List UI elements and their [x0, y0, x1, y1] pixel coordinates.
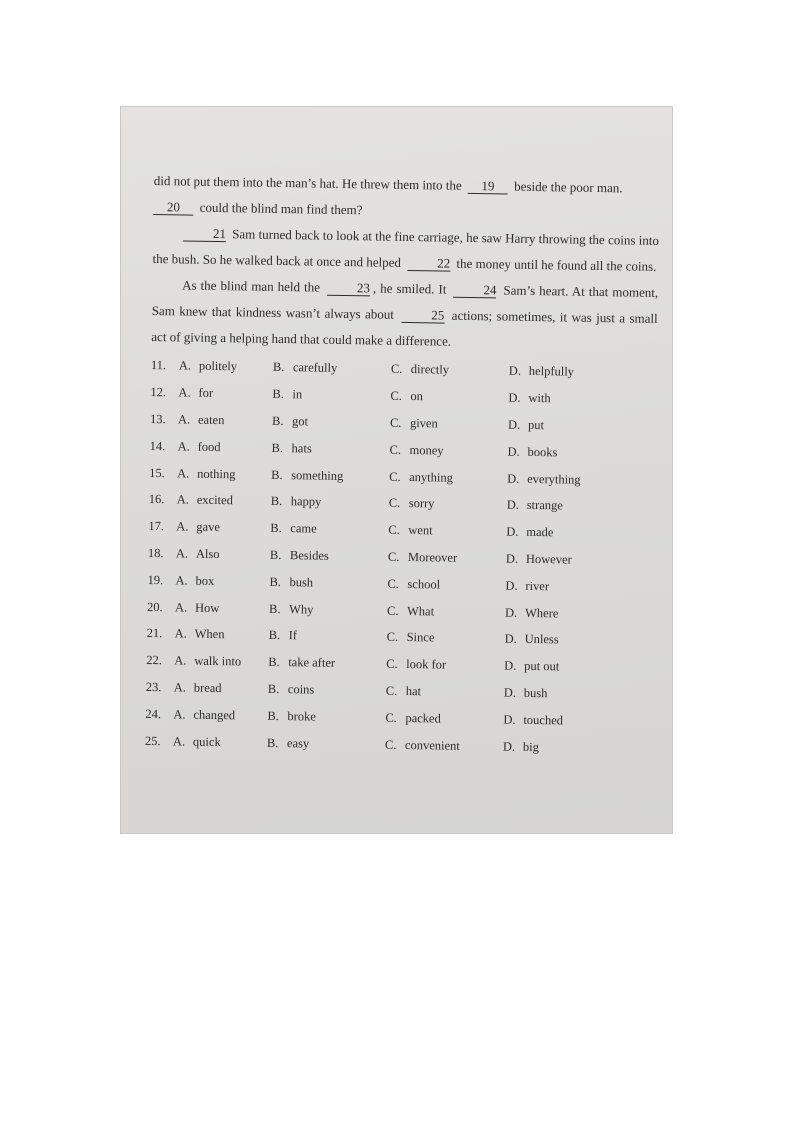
option-text: made: [526, 525, 554, 540]
option-text: bread: [193, 680, 222, 696]
option-a: [174, 621, 268, 648]
option-letter: B.: [269, 574, 282, 589]
answer-options: [145, 352, 657, 762]
option-d: [503, 733, 603, 761]
option-b: [267, 729, 385, 757]
question-number: 24.: [145, 706, 162, 721]
option-c: [390, 383, 508, 411]
option-letter: D.: [503, 712, 516, 727]
question-number: 18.: [147, 545, 164, 561]
photographed-page: [120, 106, 673, 834]
option-d: [504, 653, 604, 681]
option-letter: A.: [174, 599, 188, 615]
option-letter: C.: [389, 415, 402, 430]
option-a: [178, 380, 272, 407]
passage-text: Sam turned back to look at the fine carriage, he saw Harry throwing the coins into the bush. So he walked back at once and helped: [152, 226, 660, 270]
question-number: 11.: [150, 358, 167, 373]
passage-text: Sam’s heart. At that moment, Sam knew that kindness wasn’t always about: [151, 282, 659, 322]
option-c: [388, 544, 506, 572]
option-text: got: [291, 414, 309, 429]
option-letter: B.: [271, 440, 284, 455]
option-c: [391, 356, 509, 384]
option-b: [271, 435, 389, 463]
option-text: put out: [524, 659, 560, 674]
blank-21: 21: [183, 226, 226, 242]
option-letter: B.: [272, 387, 285, 402]
option-b: [268, 622, 386, 650]
option-text: went: [408, 523, 433, 538]
option-text: broke: [287, 708, 316, 724]
blank-25: 25: [401, 308, 444, 324]
passage-text: actions; sometimes, it was just a small act of giving a helping hand that could make a difference.: [151, 307, 658, 349]
option-d: [507, 492, 607, 520]
option-letter: C.: [385, 710, 397, 725]
option-letter: D.: [507, 444, 520, 459]
option-letter: B.: [271, 413, 284, 429]
question-number: 21.: [146, 626, 163, 641]
option-d: [507, 465, 607, 493]
option-text: However: [525, 551, 572, 567]
option-letter: B.: [267, 708, 279, 723]
option-text: convenient: [404, 737, 460, 753]
passage-text: , he smiled. It: [372, 280, 447, 297]
option-letter: C.: [386, 630, 399, 645]
option-letter: A.: [176, 492, 190, 507]
option-b: [271, 461, 389, 489]
option-text: anything: [409, 469, 454, 485]
option-a: [175, 567, 269, 594]
question-number: 16.: [148, 492, 165, 507]
option-text: packed: [405, 710, 441, 726]
option-letter: D.: [504, 631, 517, 647]
option-text: What: [406, 603, 435, 619]
blank-19: 19: [468, 179, 508, 195]
option-a: [177, 433, 271, 460]
option-letter: C.: [389, 469, 401, 484]
option-letter: C.: [390, 362, 403, 377]
option-text: came: [290, 521, 317, 536]
option-text: money: [409, 442, 444, 458]
option-text: in: [292, 387, 303, 402]
option-letter: A.: [173, 680, 187, 695]
option-text: happy: [290, 494, 322, 510]
option-c: [389, 463, 507, 491]
option-letter: D.: [503, 685, 517, 700]
option-text: hat: [405, 683, 422, 699]
option-letter: D.: [506, 497, 520, 513]
option-letter: C.: [388, 496, 401, 511]
option-b: [270, 542, 388, 570]
option-letter: B.: [266, 735, 279, 750]
option-a: [174, 674, 268, 701]
option-text: touched: [523, 712, 564, 728]
option-letter: A.: [178, 385, 191, 400]
option-c: [389, 490, 507, 518]
option-letter: C.: [386, 656, 398, 672]
option-text: easy: [286, 735, 310, 751]
option-b: [269, 569, 387, 597]
option-text: river: [525, 578, 550, 594]
option-text: bush: [523, 685, 548, 701]
question-number: 22.: [146, 653, 163, 668]
option-letter: B.: [270, 521, 282, 536]
option-b: [267, 703, 385, 731]
option-c: [386, 678, 504, 706]
option-text: bush: [289, 574, 314, 590]
option-text: for: [198, 385, 214, 401]
option-letter: B.: [270, 494, 283, 509]
option-letter: A.: [175, 546, 189, 561]
option-letter: A.: [173, 707, 186, 722]
blank-24: 24: [453, 283, 496, 299]
option-text: carefully: [292, 360, 338, 376]
option-d: [503, 706, 603, 734]
option-d: [504, 680, 604, 708]
option-text: walk into: [194, 653, 242, 669]
question-number: 12.: [150, 385, 167, 400]
option-text: hats: [291, 440, 312, 456]
option-text: helpfully: [528, 364, 575, 380]
question-number: 20.: [147, 599, 163, 614]
option-b: [268, 649, 386, 677]
option-d: [507, 438, 607, 466]
option-text: Unless: [524, 632, 559, 647]
option-text: strange: [526, 498, 563, 513]
option-c: [390, 410, 508, 438]
option-text: changed: [193, 707, 236, 723]
option-a: [174, 648, 268, 675]
passage-text: beside the poor man.: [514, 178, 623, 196]
option-letter: D.: [504, 658, 517, 673]
option-b: [270, 515, 388, 543]
option-text: Also: [195, 546, 220, 562]
option-letter: A.: [176, 519, 189, 534]
question-number: 25.: [144, 733, 161, 748]
option-a: [179, 353, 273, 380]
option-letter: C.: [386, 603, 399, 618]
option-text: quick: [192, 734, 221, 749]
option-letter: C.: [385, 683, 398, 698]
option-c: [385, 731, 503, 759]
option-d: [508, 385, 608, 413]
option-text: take after: [288, 655, 336, 671]
option-letter: A.: [178, 358, 192, 373]
option-c: [385, 704, 503, 732]
option-letter: B.: [269, 547, 282, 563]
option-text: excited: [196, 493, 233, 508]
option-d: [505, 572, 605, 600]
passage-text: did not put them into the man’s hat. He threw them into the: [153, 172, 462, 193]
option-text: food: [197, 439, 221, 454]
option-c: [389, 437, 507, 465]
option-letter: D.: [506, 524, 519, 539]
option-letter: C.: [388, 522, 400, 538]
option-d: [506, 519, 606, 547]
blank-22: 22: [407, 256, 450, 272]
question-number: 14.: [149, 438, 166, 453]
blank-20: 20: [153, 200, 193, 216]
option-letter: A.: [174, 626, 187, 641]
passage-paragraph-2: [152, 220, 659, 280]
option-text: politely: [198, 359, 238, 374]
exam-sheet: [145, 168, 660, 762]
option-letter: D.: [508, 363, 522, 379]
option-letter: C.: [387, 549, 400, 564]
option-text: everything: [527, 471, 581, 487]
option-text: books: [527, 444, 558, 460]
option-text: on: [410, 389, 424, 404]
option-letter: B.: [268, 628, 281, 643]
option-c: [387, 570, 505, 598]
option-letter: D.: [502, 739, 516, 754]
option-text: gave: [196, 519, 221, 535]
question-number: 19.: [147, 572, 164, 587]
option-c: [387, 597, 505, 625]
option-a: [177, 487, 271, 514]
option-d: [504, 626, 604, 654]
option-letter: D.: [507, 417, 521, 432]
option-text: look for: [406, 657, 447, 672]
option-b: [272, 381, 390, 409]
option-d: [505, 599, 605, 627]
option-a: [175, 594, 269, 621]
option-text: Besides: [289, 548, 329, 563]
option-letter: B.: [271, 467, 283, 482]
question-number: 13.: [149, 411, 166, 427]
option-text: Since: [406, 630, 435, 645]
option-text: sorry: [408, 496, 435, 511]
option-text: box: [195, 573, 215, 588]
option-b: [269, 595, 387, 623]
option-text: something: [291, 467, 344, 483]
option-d: [508, 412, 608, 440]
option-letter: B.: [268, 655, 280, 670]
option-b: [273, 354, 391, 382]
option-text: How: [194, 600, 220, 615]
option-text: put: [527, 417, 545, 433]
option-text: If: [288, 628, 298, 643]
option-letter: D.: [504, 605, 518, 620]
option-b: [268, 676, 386, 704]
option-letter: C.: [390, 388, 403, 404]
option-text: with: [528, 391, 551, 406]
option-text: When: [194, 627, 225, 642]
option-c: [388, 517, 506, 545]
option-letter: D.: [505, 578, 518, 593]
option-text: directly: [410, 362, 450, 378]
option-letter: D.: [505, 551, 519, 566]
question-number: 17.: [148, 519, 165, 534]
passage-paragraph-3: [151, 272, 658, 358]
option-d: [509, 358, 609, 386]
blank-23: 23: [327, 281, 370, 297]
option-text: Where: [524, 605, 559, 620]
option-text: coins: [287, 682, 315, 697]
option-letter: B.: [272, 360, 285, 375]
option-letter: C.: [389, 442, 402, 457]
option-letter: D.: [508, 390, 521, 405]
passage-text: the money until he found all the coins.: [456, 255, 657, 274]
option-text: eaten: [197, 412, 225, 428]
option-text: given: [409, 416, 438, 431]
option-letter: A.: [175, 573, 188, 588]
option-a: [173, 728, 267, 755]
question-number: 23.: [145, 679, 162, 695]
option-c: [386, 624, 504, 652]
passage-paragraph-1: [153, 168, 660, 228]
option-letter: A.: [177, 412, 191, 427]
option-a: [178, 406, 272, 433]
option-a: [176, 540, 270, 567]
option-d: [506, 546, 606, 574]
option-letter: C.: [384, 737, 397, 752]
passage-text: As the blind man held the: [182, 277, 321, 295]
option-text: nothing: [197, 466, 236, 481]
option-letter: D.: [507, 471, 520, 486]
option-letter: B.: [267, 681, 280, 696]
option-letter: A.: [172, 733, 186, 749]
option-letter: C.: [387, 576, 400, 591]
option-text: Why: [288, 601, 314, 617]
option-letter: A.: [177, 439, 190, 454]
passage-text: could the blind man find them?: [199, 199, 363, 218]
option-text: big: [522, 739, 540, 754]
option-c: [386, 651, 504, 679]
option-b: [271, 488, 389, 516]
option-a: [176, 514, 270, 541]
option-letter: B.: [268, 601, 281, 616]
option-a: [177, 460, 271, 487]
option-letter: A.: [174, 653, 187, 668]
option-a: [173, 701, 267, 728]
option-text: school: [407, 576, 441, 592]
option-text: Moreover: [407, 550, 458, 565]
option-b: [272, 408, 390, 436]
option-letter: A.: [177, 465, 190, 481]
question-number: 15.: [149, 465, 165, 480]
